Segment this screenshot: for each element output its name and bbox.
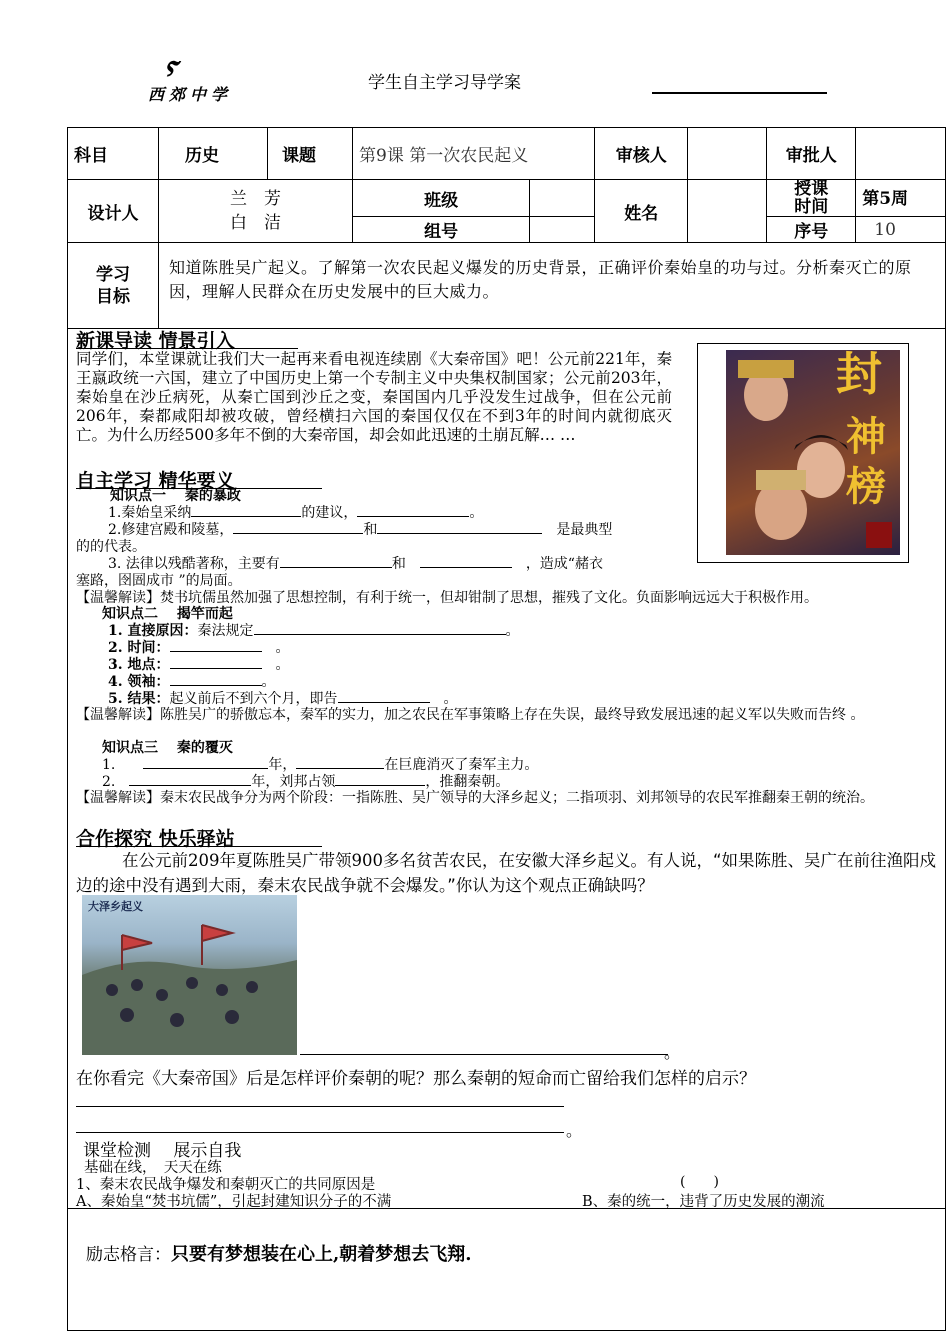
reviewer-value (688, 128, 767, 180)
designer-1: 兰 芳 (230, 189, 281, 209)
kp3-title: 知识点三 秦的覆灭 (102, 740, 233, 756)
blank-15[interactable] (335, 785, 425, 786)
blank-7[interactable] (254, 634, 506, 635)
kp1-3c: ，造成“赭衣 (525, 556, 603, 572)
lesson-value: 第9课 第一次农民起义 (353, 128, 595, 180)
info-table (67, 127, 946, 329)
kp1-item3-cont: 塞路，囹圄成市 ”的局面。 (76, 573, 242, 589)
teach-time-label (767, 180, 856, 217)
intro-paragraph: 同学们，本堂课就让我们大一起再来看电视连续剧《大秦帝国》吧！公元前221年，秦王嬴政统一六国，建立了中国历史上第一个专制主义中央集权制国家；公元前203年，秦始皇在沙丘病死，从秦亡国到沙丘之变，秦国国内几乎没发生过战争，但在公元前206年，秦都咸阳却被攻破，曾经横扫六国的秦国仅仅在不到3年的时间内就彻底灭亡。为什么历经500多年不倒的大秦帝国，却会如此迅速的土崩瓦解… … (76, 350, 672, 444)
check-heading: 课堂检测 展示自我 (83, 1141, 242, 1161)
approver-label: 审批人 (767, 128, 856, 180)
title-underline (652, 92, 827, 94)
kp3-1b: 年， (268, 757, 297, 773)
coop-paragraph (76, 848, 942, 898)
kp1-item2-cont: 的的代表。 (76, 539, 146, 555)
question-1: 1、秦末农民战争爆发和秦朝灭亡的共同原因是 (76, 1177, 376, 1193)
kp3-item2 (102, 774, 509, 791)
coop-para-a: 在公元前209年夏陈胜吴广带领900多名贫苦农民，在安徽大泽乡起义。 (122, 851, 647, 870)
blank-8[interactable] (170, 651, 262, 652)
blank-4[interactable] (377, 533, 542, 534)
dazexiang-uprising-image (82, 895, 297, 1055)
kp2-4-period: 。 (261, 674, 276, 690)
kp2-title: 知识点二 揭竿而起 (102, 606, 233, 622)
school-logo-icon: ⲋ (161, 48, 181, 83)
group-value (530, 217, 595, 243)
answer-line-3[interactable] (76, 1132, 564, 1133)
seq-value: 10 (856, 217, 946, 243)
check-divider (67, 1208, 946, 1209)
option-a[interactable]: A、秦始皇“焚书坑儒”，引起封建知识分子的不满 (76, 1194, 392, 1210)
kp2-5a: 5. 结果： (108, 691, 170, 707)
kp2-3-period: 。 (275, 657, 290, 673)
coop-heading: 合作探究 快乐驿站 (76, 828, 235, 850)
uprising-crowd-icon (82, 895, 297, 1055)
kp2-2: 2. 时间： (108, 640, 170, 656)
teach-time-label-1: 授课 (794, 179, 829, 199)
tip-1: 【温馨解读】焚书坑儒虽然加强了思想控制，有利于统一，但却钳制了思想，摧残了文化。负面影响远远大于积极作用。 (76, 590, 818, 606)
blank-2[interactable] (357, 516, 469, 517)
kp1-item1 (108, 505, 483, 522)
tv-drama-poster (697, 343, 909, 563)
kp2-2-period: 。 (275, 640, 290, 656)
document-title: 学生自主学习导学案 (368, 73, 521, 93)
kp1-2a: 2.修建宫殿和陵墓， (108, 522, 234, 538)
self-study-heading: 自主学习 精华要义 (76, 470, 235, 492)
kp1-1c: 。 (469, 505, 484, 521)
class-value (530, 180, 595, 217)
blank-6[interactable] (420, 567, 512, 568)
kp2-item1 (108, 623, 520, 640)
right-border (945, 322, 946, 1331)
class-label: 班级 (353, 180, 530, 217)
image-caption: 大泽乡起义 (88, 900, 143, 913)
designer-2: 白 洁 (230, 213, 281, 233)
group-label: 组号 (353, 217, 530, 243)
tip-3: 【温馨解读】秦末农民战争分为两个阶段：一指陈胜、吴广领导的大泽乡起义；二指项羽、刘邦领导的农民军推翻秦王朝的统治。 (76, 790, 874, 806)
kp1-3a: 3. 法律以残酷著称，主要有 (108, 556, 280, 572)
answer-line-3-period: 。 (566, 1121, 583, 1140)
kp1-item3 (108, 556, 603, 573)
left-border (67, 322, 68, 1331)
coop-para-b: 有人说，“如果陈胜、吴广在前往渔阳戍边的途中没有遇到大雨，秦末农民战争就不会爆发。”你认为这个观点正确缺吗？ (76, 851, 937, 895)
blank-13[interactable] (296, 768, 384, 769)
check-subheading: 基础在线， 天天在练 (84, 1160, 222, 1176)
goal-label-2: 目标 (96, 286, 130, 307)
intro-heading: 新课导读 情景引入 (76, 330, 235, 352)
subject-label: 科目 (68, 128, 159, 180)
blank-14[interactable] (129, 785, 251, 786)
poster-figures-icon (726, 350, 900, 555)
teach-time-label-2: 时间 (794, 197, 829, 217)
kp3-2c: ，推翻秦朝。 (425, 774, 510, 790)
name-value (688, 180, 767, 243)
kp1-1a: 1.秦始皇采纳 (108, 505, 192, 521)
blank-12[interactable] (143, 768, 268, 769)
seq-label: 序号 (767, 217, 856, 243)
school-logo-text: 西郊中学 (148, 85, 233, 104)
kp3-item1 (102, 757, 538, 774)
blank-1[interactable] (191, 516, 301, 517)
kp3-2a: 2. (102, 774, 116, 790)
designer-names (159, 180, 353, 243)
svg-text:封: 封 (836, 350, 882, 401)
blank-3[interactable] (233, 533, 363, 534)
name-label: 姓名 (595, 180, 688, 243)
kp1-3b: 和 (391, 556, 406, 572)
kp1-item2 (108, 522, 612, 539)
kp1-2c: 是最典型 (556, 522, 613, 538)
kp2-item4 (108, 674, 276, 691)
poster-image (726, 350, 900, 555)
svg-text:神: 神 (846, 413, 886, 460)
kp2-item2 (108, 640, 290, 657)
coop-heading-underline (76, 846, 322, 847)
motto (86, 1240, 472, 1266)
answer-line-1-period: 。 (664, 1043, 681, 1062)
teach-time-value: 第5周 (856, 180, 946, 217)
blank-5[interactable] (280, 567, 392, 568)
option-b[interactable]: B、秦的统一，违背了历史发展的潮流 (582, 1194, 825, 1210)
goal-label-1: 学习 (96, 264, 130, 285)
kp2-1b: 秦法规定 (197, 623, 254, 639)
question-1-answer-paren[interactable]: ( ) (680, 1174, 719, 1190)
kp1-2b: 和 (363, 522, 378, 538)
tip-2: 【温馨解读】陈胜吴广的骄傲忘本，秦军的实力，加之农民在军事策略上存在失误，最终导致发展迅速的起义军以失败而告终 。 (76, 707, 865, 723)
answer-line-2[interactable] (76, 1106, 564, 1107)
kp3-1c: 在巨鹿消灭了秦军主力。 (384, 757, 539, 773)
motto-label: 励志格言： (86, 1245, 171, 1265)
goal-label (68, 243, 159, 329)
bottom-border (67, 1330, 946, 1331)
lesson-label: 课题 (268, 128, 353, 180)
designer-label: 设计人 (68, 180, 159, 243)
blank-10[interactable] (170, 685, 262, 686)
svg-text:榜: 榜 (846, 463, 886, 510)
kp1-title: 知识点一 秦的暴政 (110, 488, 241, 504)
kp1-1b: 的建议， (301, 505, 358, 521)
kp3-2b: 年，刘邦占领 (251, 774, 336, 790)
kp2-5-period: 。 (443, 691, 458, 707)
kp2-item5 (108, 691, 458, 708)
blank-9[interactable] (170, 668, 262, 669)
kp2-5b: 起义前后不到六个月，即告 (169, 691, 338, 707)
answer-line-1[interactable] (300, 1054, 668, 1055)
kp2-4: 4. 领袖： (108, 674, 170, 690)
motto-text: 只要有梦想装在心上,朝着梦想去飞翔. (171, 1244, 472, 1265)
intro-heading-underline (76, 348, 298, 349)
reviewer-label: 审核人 (595, 128, 688, 180)
kp2-3: 3. 地点： (108, 657, 170, 673)
kp2-item3 (108, 657, 290, 674)
learning-goal: 知道陈胜吴广起义。了解第一次农民起义爆发的历史背景，正确评价秦始皇的功与过。分析秦灭亡的原因，理解人民群众在历史发展中的巨大威力。 (159, 243, 946, 329)
coop-question-2: 在你看完《大秦帝国》后是怎样评价秦朝的呢？那么秦朝的短命而亡留给我们怎样的启示？ (76, 1069, 756, 1089)
approver-value (856, 128, 946, 180)
subject-value: 历史 (159, 128, 268, 180)
kp2-1a: 1. 直接原因： (108, 623, 198, 639)
blank-11[interactable] (338, 702, 430, 703)
kp2-1-period: 。 (505, 623, 520, 639)
kp3-1a: 1. (102, 757, 116, 773)
